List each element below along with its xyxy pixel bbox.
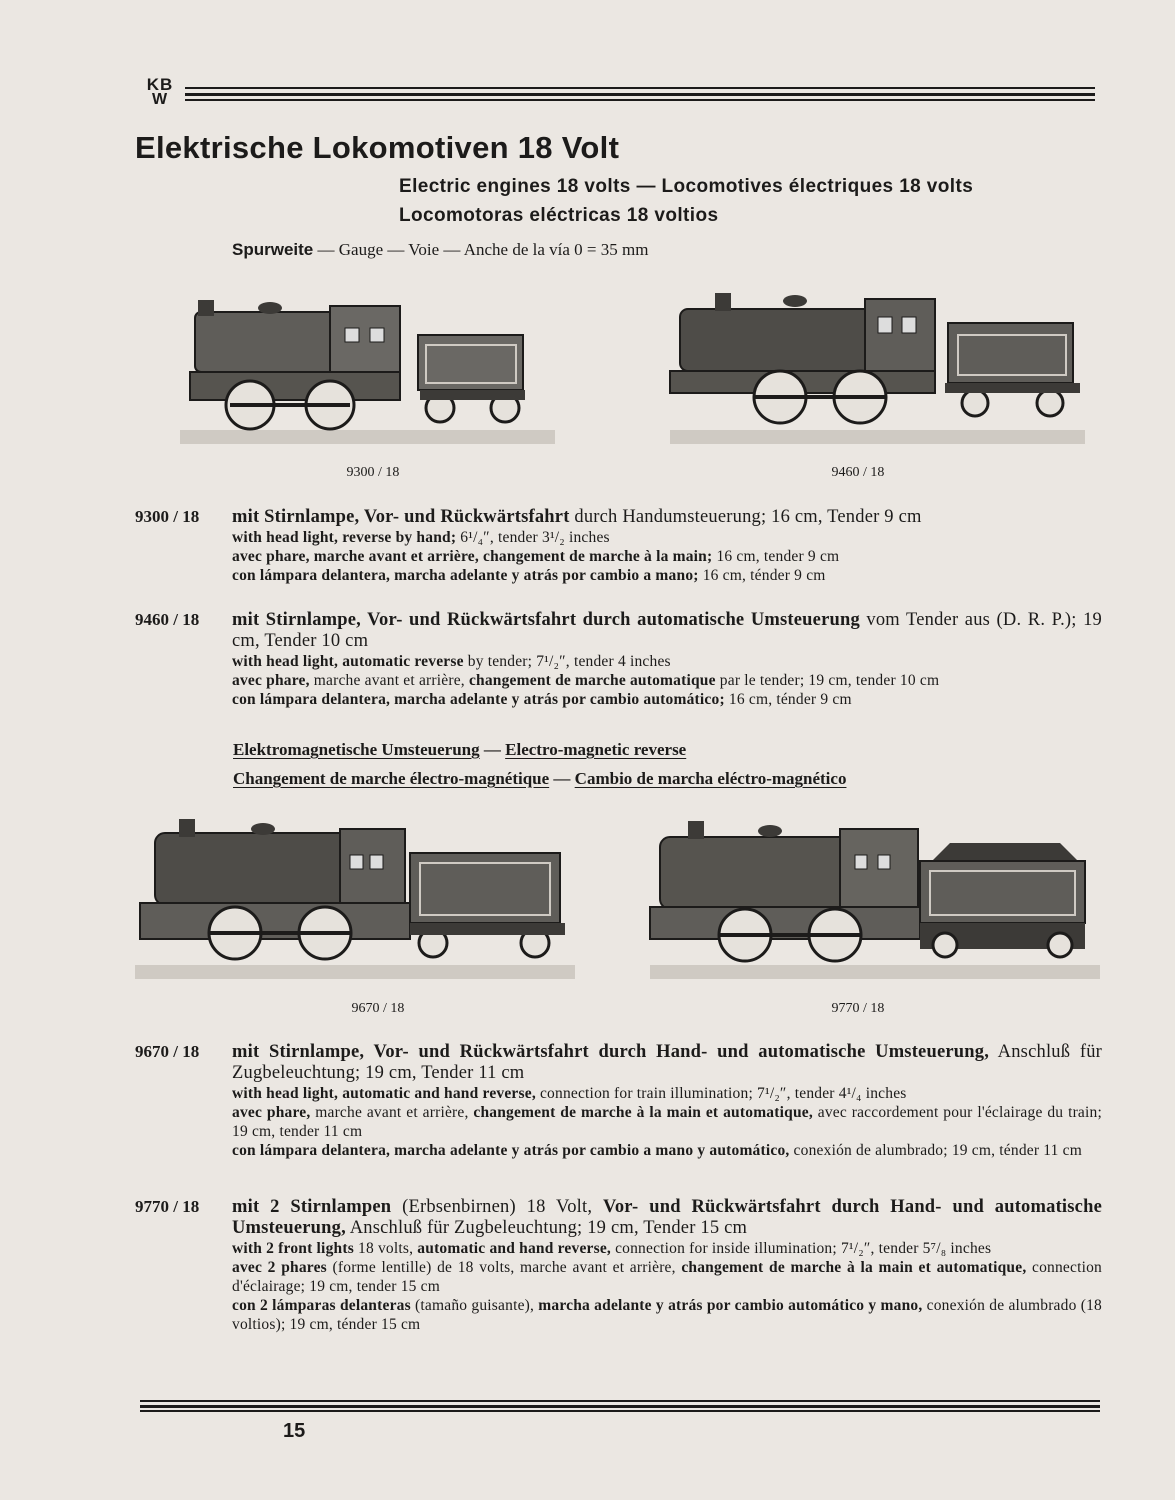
header-rule <box>185 87 1095 101</box>
desc-fr-bold: avec phare, marche avant et arrière, changement de marche à la main; <box>232 548 713 565</box>
desc-en-bold: with head light, automatic and hand reverse, <box>232 1085 536 1102</box>
desc-de-bold-1: mit 2 Stirnlampen <box>232 1197 392 1217</box>
desc-es-bold: con lámpara delantera, marcha adelante y atrás por cambio a mano y automático, <box>232 1142 790 1159</box>
locomotive-9300-image <box>150 290 560 450</box>
desc-fr-bold-1: avec 2 phares <box>232 1259 327 1276</box>
product-9770 <box>135 1197 1135 1367</box>
em-separator: — <box>549 769 575 788</box>
desc-fr-2: par le tender; 19 cm, tender 10 cm <box>715 672 940 689</box>
desc-de-bold: mit Stirnlampe, Vor- und Rückwärtsfahrt durch automatische Umsteuerung <box>232 610 860 630</box>
desc-de-bold-2: Vor- und Rückwärtsfahrt durch Hand- und automatische Umsteuerung, <box>232 1197 1102 1238</box>
desc-de-1: (Erbsenbirnen) 18 Volt, <box>391 1197 603 1217</box>
desc-fr-1: (forme lentille) de 18 volts, marche avant et arrière, <box>326 1259 682 1276</box>
desc-es-1: (tamaño guisante), <box>410 1297 539 1314</box>
desc-es-bold-2: marcha adelante y atrás por cambio automático y mano, <box>538 1297 923 1314</box>
desc-es: conexión de alumbrado; 19 cm, ténder 11 cm <box>789 1142 1083 1159</box>
desc-fr-bold-2: changement de marche à la main et automatique, <box>681 1259 1027 1276</box>
footer-rule <box>140 1400 1100 1412</box>
desc-de-bold: mit Stirnlampe, Vor- und Rückwärtsfahrt durch Hand- und automatische Umsteuerung, <box>232 1042 990 1062</box>
desc-en-bold-2: automatic and hand reverse, <box>417 1240 611 1257</box>
product-code: 9300 / 18 <box>135 507 200 526</box>
product-9300 <box>135 507 1135 602</box>
desc-fr-2: avec raccordement pour l'éclairage du train; 19 cm, tender 11 cm <box>232 1104 1102 1140</box>
desc-fr-bold-1: avec phare, <box>232 672 310 689</box>
desc-es: 16 cm, ténder 9 cm <box>698 567 826 584</box>
em-heading-line-2 <box>233 769 846 789</box>
desc-fr-bold-1: avec phare, <box>232 1104 311 1121</box>
desc-es-bold: con lámpara delantera, marcha adelante y atrás por cambio automático; <box>232 691 725 708</box>
caption-9670: 9670 / 18 <box>351 1001 405 1016</box>
locomotive-9770-image <box>630 815 1110 985</box>
em-heading-line-1 <box>233 740 686 760</box>
gauge-text: — Gauge — Voie — Anche de la vía 0 = 35 mm <box>313 240 649 259</box>
caption-9770: 9770 / 18 <box>831 1001 885 1016</box>
product-code: 9770 / 18 <box>135 1197 200 1216</box>
desc-fr-1: marche avant et arrière, <box>309 672 469 689</box>
desc-fr-bold-2: changement de marche automatique <box>468 672 716 689</box>
product-9670 <box>135 1042 1135 1187</box>
desc-de-bold: mit Stirnlampe, Vor- und Rückwärtsfahrt <box>232 507 570 527</box>
em-heading-es: Cambio de marcha eléctro-magnético <box>574 769 847 788</box>
desc-en-bold: with head light, automatic reverse <box>232 653 464 670</box>
desc-fr: 16 cm, tender 9 cm <box>712 548 840 565</box>
desc-en-bold-1: with 2 front lights <box>232 1240 354 1257</box>
gauge-label: Spurweite <box>232 240 314 259</box>
kbw-logo <box>144 76 176 107</box>
product-code: 9670 / 18 <box>135 1042 200 1061</box>
desc-en-1: 18 volts, <box>353 1240 418 1257</box>
desc-de: Anschluß für Zugbeleuchtung; 19 cm, Tender 11 cm <box>232 1042 1103 1083</box>
desc-es-2: conexión de alumbrado (18 voltios); 19 cm, ténder 15 cm <box>232 1297 1102 1333</box>
desc-fr-bold-2: changement de marche à la main et automatique, <box>473 1104 813 1121</box>
desc-en: 6¹/₄″, tender 3¹/₂ inches <box>456 529 610 546</box>
logo-top: KB <box>146 75 174 94</box>
desc-es: 16 cm, ténder 9 cm <box>724 691 852 708</box>
desc-fr-1: marche avant et arrière, <box>310 1104 474 1121</box>
locomotive-9670-image <box>115 815 585 985</box>
caption-9460: 9460 / 18 <box>831 465 885 480</box>
page-title: Elektrische Lokomotiven 18 Volt <box>135 130 620 165</box>
desc-es-bold: con lámpara delantera, marcha adelante y atrás por cambio a mano; <box>232 567 699 584</box>
gauge-line <box>232 240 648 260</box>
page-number: 15 <box>283 1420 306 1442</box>
product-code: 9460 / 18 <box>135 610 200 629</box>
desc-fr-2: connection d'éclairage; 19 cm, tender 15 cm <box>232 1259 1102 1295</box>
caption-9300: 9300 / 18 <box>346 465 400 480</box>
desc-en-2: connection for inside illumination; 7¹/₂″, tender 5⁷/₈ inches <box>611 1240 992 1257</box>
desc-de-2: Anschluß für Zugbeleuchtung; 19 cm, Tender 15 cm <box>345 1218 748 1238</box>
logo-bottom: W <box>151 91 169 108</box>
desc-es-bold-1: con 2 lámparas delanteras <box>232 1297 411 1314</box>
desc-de: vom Tender aus (D. R. P.); 19 cm, Tender 10 cm <box>232 610 1102 651</box>
locomotive-9460-image <box>640 285 1090 450</box>
em-heading-en: Electro-magnetic reverse <box>505 740 687 759</box>
product-9460 <box>135 610 1135 725</box>
em-heading-de: Elektromagnetische Umsteuerung <box>233 740 480 759</box>
em-separator: — <box>479 740 506 759</box>
em-heading-fr: Changement de marche électro-magnétique <box>233 769 550 788</box>
desc-de: durch Handumsteuerung; 16 cm, Tender 9 cm <box>569 507 922 527</box>
page-subtitle-1: Electric engines 18 volts — Locomotives électriques 18 volts <box>399 176 974 197</box>
desc-en: by tender; 7¹/₂″, tender 4 inches <box>463 653 671 670</box>
desc-en: connection for train illumination; 7¹/₂″, tender 4¹/₄ inches <box>535 1085 907 1102</box>
desc-en-bold: with head light, reverse by hand; <box>232 529 457 546</box>
page-subtitle-2: Locomotoras eléctricas 18 voltios <box>399 205 719 226</box>
